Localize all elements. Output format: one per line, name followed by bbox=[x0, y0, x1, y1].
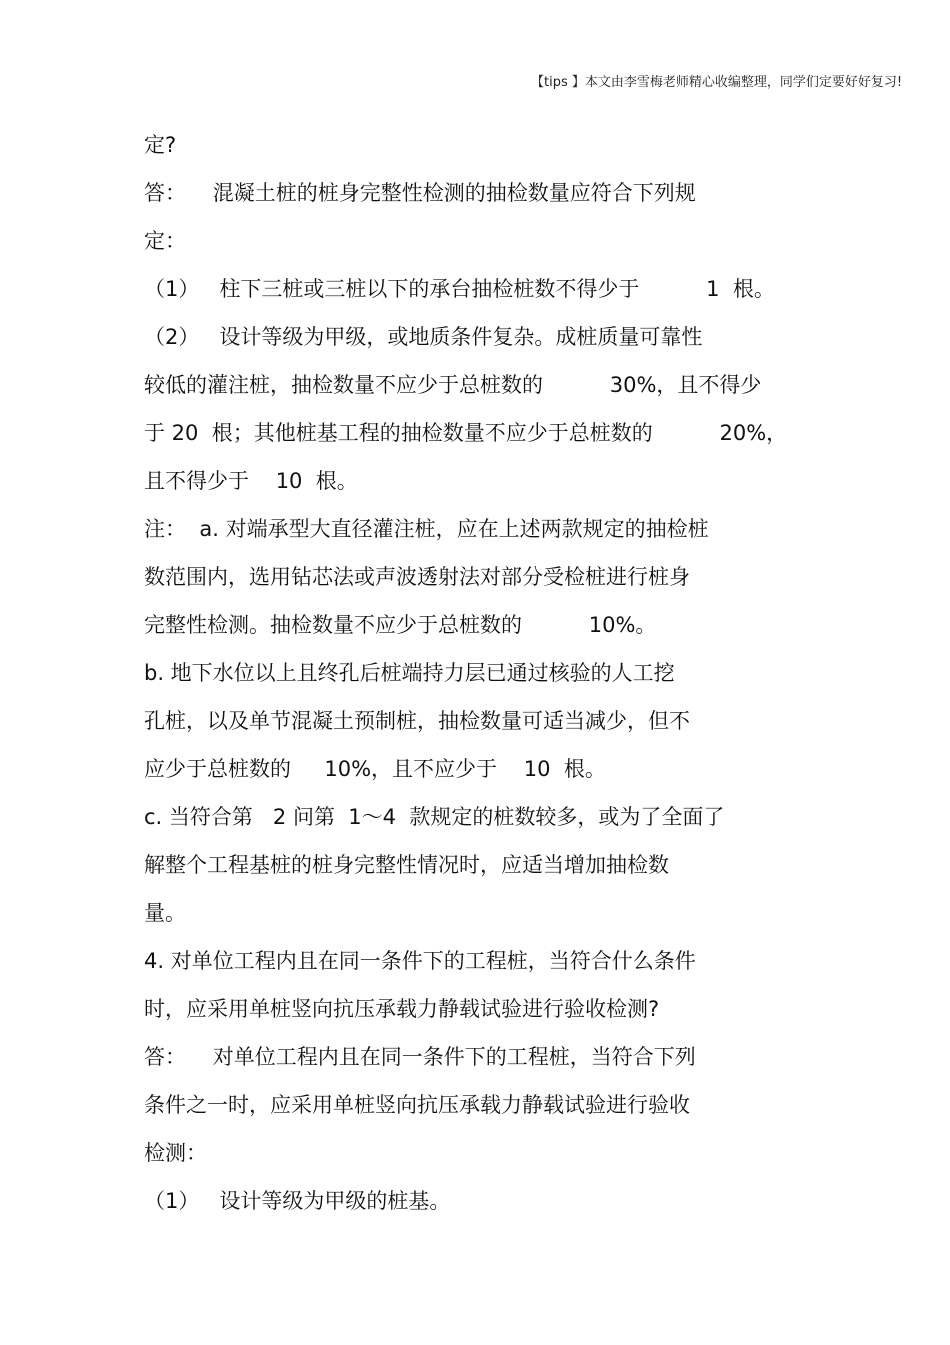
text-line: 答： 混凝土桩的桩身完整性检测的抽检数量应符合下列规 bbox=[144, 181, 696, 205]
text-line: （2） 设计等级为甲级，或地质条件复杂。成桩质量可靠性 bbox=[144, 325, 703, 349]
text-line: （1） 设计等级为甲级的桩基。 bbox=[144, 1189, 451, 1213]
text-line: 且不得少于 10 根。 bbox=[144, 469, 358, 493]
header-tip: 【tips 】本文由李雪梅老师精心收编整理，同学们定要好好复习! bbox=[531, 75, 903, 90]
text-line: 数范围内，选用钻芯法或声波透射法对部分受检桩进行桩身 bbox=[144, 565, 690, 589]
text-line: 孔桩，以及单节混凝土预制桩，抽检数量可适当减少，但不 bbox=[144, 709, 690, 733]
text-line: 检测： bbox=[144, 1141, 207, 1165]
text-line: 较低的灌注桩，抽检数量不应少于总桩数的 30%，且不得少 bbox=[144, 373, 762, 397]
text-line: 定： bbox=[144, 229, 186, 253]
text-line: 完整性检测。抽检数量不应少于总桩数的 10%。 bbox=[144, 613, 657, 637]
text-line: 于 20 根；其他桩基工程的抽检数量不应少于总桩数的 20%， bbox=[144, 421, 788, 445]
text-line: 注： a. 对端承型大直径灌注桩，应在上述两款规定的抽检桩 bbox=[144, 517, 709, 541]
text-line: 应少于总桩数的 10%，且不应少于 10 根。 bbox=[144, 757, 606, 781]
text-line: 时，应采用单桩竖向抗压承载力静载试验进行验收检测? bbox=[144, 997, 660, 1021]
text-line: 条件之一时，应采用单桩竖向抗压承载力静载试验进行验收 bbox=[144, 1093, 690, 1117]
text-line: 答： 对单位工程内且在同一条件下的工程桩，当符合下列 bbox=[144, 1045, 696, 1069]
text-line: 定? bbox=[144, 133, 177, 157]
text-line: 量。 bbox=[144, 901, 186, 925]
text-line: 4. 对单位工程内且在同一条件下的工程桩，当符合什么条件 bbox=[144, 949, 696, 973]
text-line: b. 地下水位以上且终孔后桩端持力层已通过核验的人工挖 bbox=[144, 661, 675, 685]
text-line: c. 当符合第 2 问第 1～4 款规定的桩数较多，或为了全面了 bbox=[144, 805, 725, 829]
text-line: （1） 柱下三桩或三桩以下的承台抽检桩数不得少于 1 根。 bbox=[144, 277, 775, 301]
text-line: 解整个工程基桩的桩身完整性情况时，应适当增加抽检数 bbox=[144, 853, 669, 877]
